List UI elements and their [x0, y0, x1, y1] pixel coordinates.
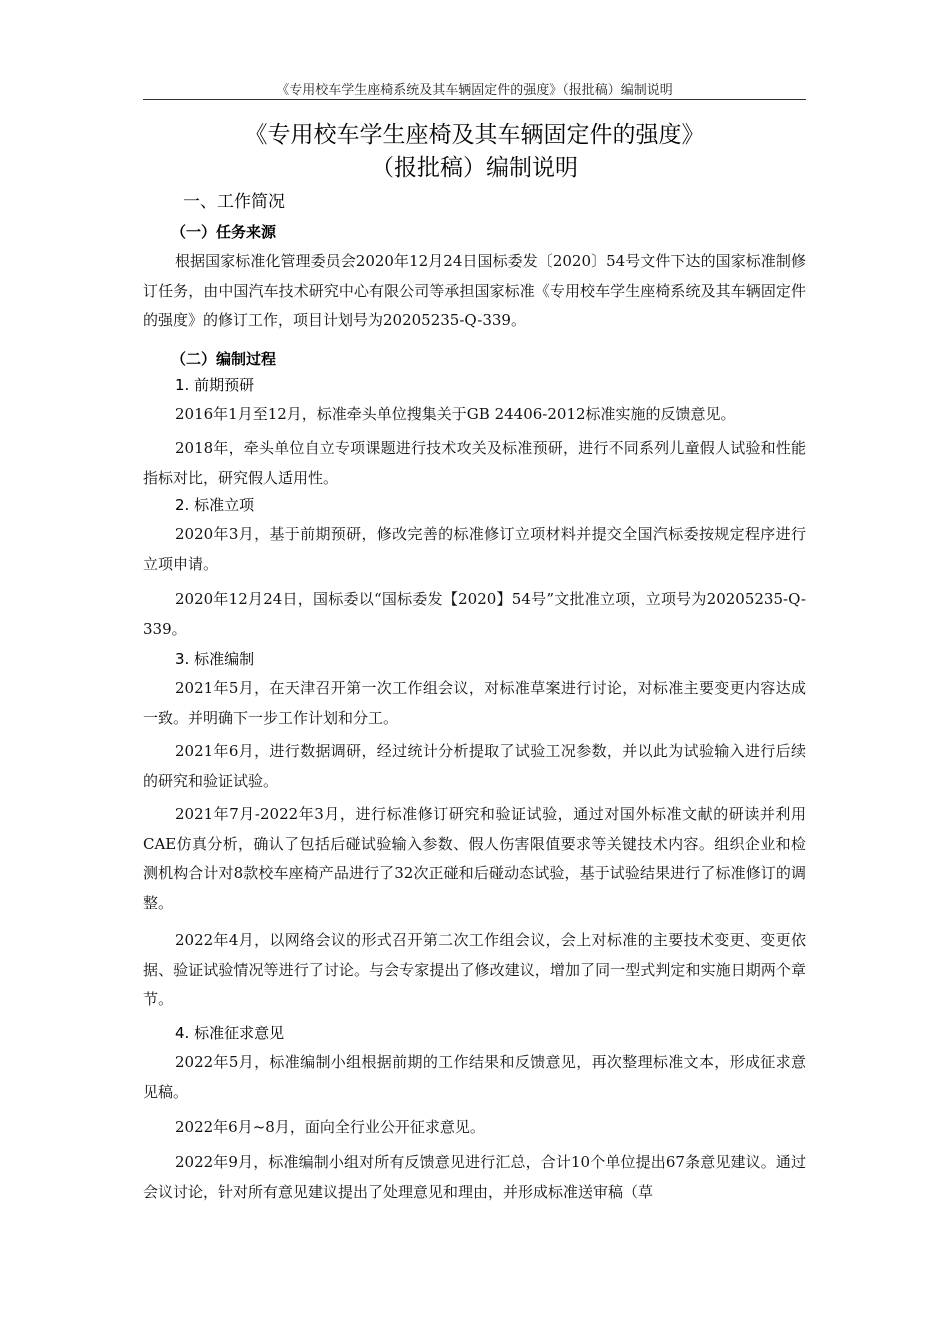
step-heading-drafting: 3. 标准编制: [175, 650, 255, 668]
step-heading-consultation: 4. 标准征求意见: [175, 1024, 285, 1042]
document-title-line1: 《专用校车学生座椅及其车辆固定件的强度》: [244, 122, 705, 148]
paragraph-project-approval-2: 2020年12月24日，国标委以“国标委发【2020】54号”文批准立项，立项号为20205235-Q-339。: [143, 590, 806, 638]
paragraph-drafting-3: 2021年7月-2022年3月，进行标准修订研究和验证试验，通过对国外标准文献的研读并利用CAE仿真分析，确认了包括后碰试验输入参数、假人伤害限值要求等关键技术内容。组织企业和检测机构合计对8款校车座椅产品进行了32次正碰和后碰动态试验，基于试验结果进行了标准修订的调整。: [143, 805, 806, 912]
step-heading-project-approval: 2. 标准立项: [175, 496, 255, 514]
document-title-line2: （报批稿）编制说明: [371, 155, 578, 181]
paragraph-pre-research-1: 2016年1月至12月，标准牵头单位搜集关于GB 24406-2012标准实施的反馈意见。: [175, 405, 736, 423]
paragraph-project-approval-1: 2020年3月，基于前期预研，修改完善的标准修订立项材料并提交全国汽标委按规定程序进行立项申请。: [143, 525, 806, 573]
paragraph-consultation-1: 2022年5月，标准编制小组根据前期的工作结果和反馈意见，再次整理标准文本，形成征求意见稿。: [143, 1053, 806, 1101]
subsection-heading-task-source: （一）任务来源: [171, 223, 277, 241]
paragraph-consultation-3: 2022年9月，标准编制小组对所有反馈意见进行汇总，合计10个单位提出67条意见建议。通过会议讨论，针对所有意见建议提出了处理意见和理由，并形成标准送审稿（草: [143, 1153, 806, 1201]
paragraph-pre-research-2: 2018年，牵头单位自立专项课题进行技术攻关及标准预研，进行不同系列儿童假人试验和性能指标对比，研究假人适用性。: [143, 439, 806, 487]
section-heading-work-overview: 一、工作简况: [183, 192, 285, 212]
step-heading-pre-research: 1. 前期预研: [175, 376, 255, 394]
paragraph-task-source: 根据国家标准化管理委员会2020年12月24日国标委发〔2020〕54号文件下达的国家标准制修订任务，由中国汽车技术研究中心有限公司等承担国家标准《专用校车学生座椅系统及其车辆固定件的强度》的修订工作，项目计划号为20205235-Q-339。: [143, 252, 806, 329]
paragraph-consultation-2: 2022年6月~8月，面向全行业公开征求意见。: [175, 1118, 485, 1136]
paragraph-drafting-1: 2021年5月，在天津召开第一次工作组会议，对标准草案进行讨论，对标准主要变更内容达成一致。并明确下一步工作计划和分工。: [143, 679, 806, 727]
subsection-heading-compilation-process: （二）编制过程: [171, 350, 277, 368]
running-header: 《专用校车学生座椅系统及其车辆固定件的强度》（报批稿）编制说明: [276, 83, 673, 98]
header-rule: [143, 99, 806, 100]
paragraph-drafting-4: 2022年4月，以网络会议的形式召开第二次工作组会议，会上对标准的主要技术变更、变更依据、验证试验情况等进行了讨论。与会专家提出了修改建议，增加了同一型式判定和实施日期两个章节。: [143, 931, 806, 1008]
paragraph-drafting-2: 2021年6月，进行数据调研，经过统计分析提取了试验工况参数，并以此为试验输入进行后续的研究和验证试验。: [143, 742, 806, 790]
